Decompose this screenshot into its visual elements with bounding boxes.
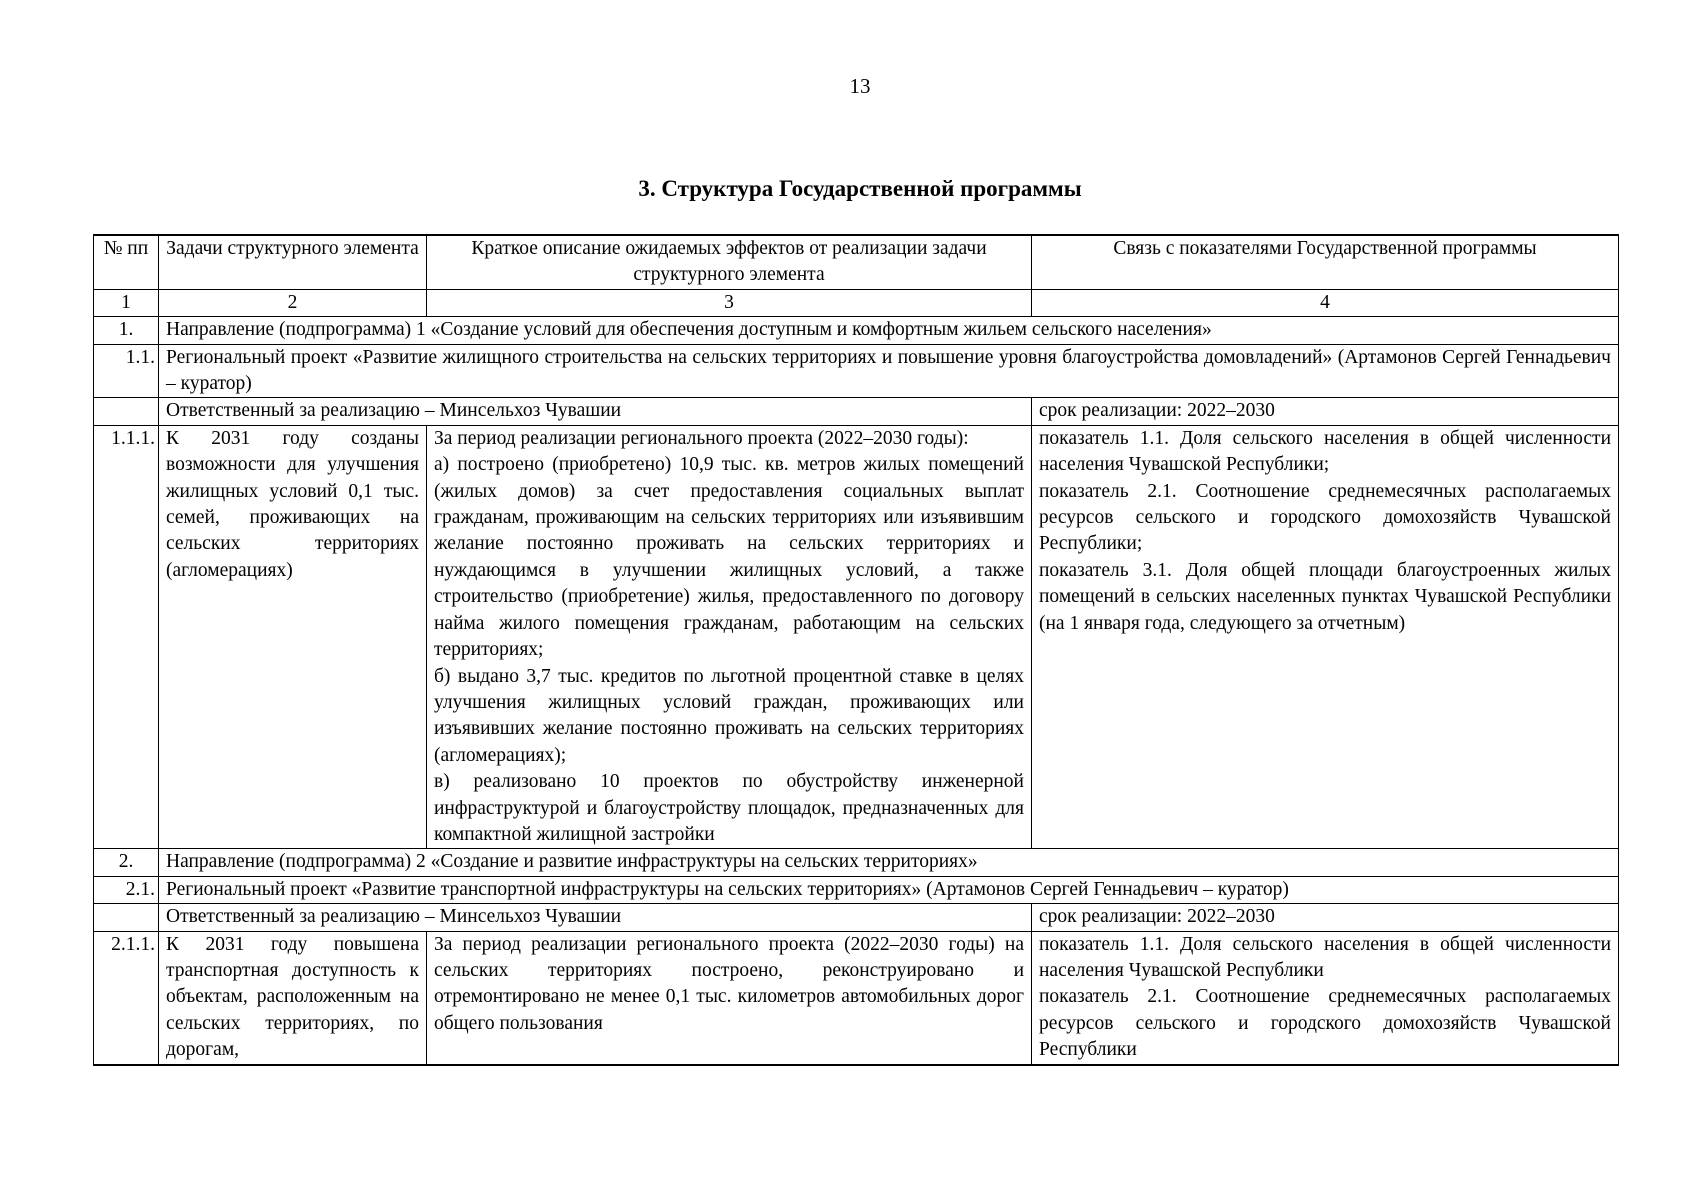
term-text: срок реализации: 2022–2030 xyxy=(1032,398,1619,425)
row-number: 2.1.1. xyxy=(94,931,159,1065)
project-title: Региональный проект «Развитие транспортной инфраструктуры на сельских территориях» (Артамонов Сергей Геннадьевич – куратор) xyxy=(159,876,1619,903)
section-title: Направление (подпрограмма) 1 «Создание условий для обеспечения доступным и комфортным жильем сельского населения» xyxy=(159,317,1619,344)
indicator-paragraph: показатель 2.1. Соотношение среднемесячных располагаемых ресурсов сельского и городского домохозяйств Чувашской Республики; xyxy=(1039,480,1611,555)
effects-text xyxy=(427,425,1032,849)
indicator-paragraph: показатель 1.1. Доля сельского населения в общей численности населения Чувашской Республики xyxy=(1039,933,1611,981)
responsible-row xyxy=(94,398,1619,425)
indicator-paragraph: показатель 2.1. Соотношение среднемесячных располагаемых ресурсов сельского и городского домохозяйств Чувашской Республики xyxy=(1039,986,1611,1061)
task-row xyxy=(94,931,1619,1065)
row-number: 1. xyxy=(94,317,159,344)
row-number: 1.1. xyxy=(94,344,159,398)
col-number: 2 xyxy=(159,289,427,316)
task-text: К 2031 году повышена транспортная доступность к объектам, расположенным на сельских территориях, по дорогам, xyxy=(159,931,427,1065)
page-title: 3. Структура Государственной программы xyxy=(638,176,1082,201)
section-row xyxy=(94,849,1619,876)
column-numbers-row xyxy=(94,289,1619,316)
page-number: 13 xyxy=(849,74,871,98)
effects-text xyxy=(427,931,1032,1065)
section-row xyxy=(94,317,1619,344)
project-title: Региональный проект «Развитие жилищного строительства на сельских территориях и повышение уровня благоустройства домовладений» (Артамонов Сергей Геннадьевич – куратор) xyxy=(159,344,1619,398)
effect-paragraph: в) реализовано 10 проектов по обустройству инженерной инфраструктурой и благоустройству площадок, предназначенных для компактной жилищной застройки xyxy=(434,771,1024,845)
term-text: срок реализации: 2022–2030 xyxy=(1032,904,1619,931)
project-row xyxy=(94,876,1619,903)
task-text: К 2031 году созданы возможности для улучшения жилищных условий 0,1 тыс. семей, проживающих на сельских территориях (агломерациях) xyxy=(159,425,427,849)
row-number xyxy=(94,398,159,425)
col-number: 1 xyxy=(94,289,159,316)
table-header-row xyxy=(94,235,1619,289)
responsible-text: Ответственный за реализацию – Минсельхоз Чувашии xyxy=(159,398,1032,425)
indicators-text xyxy=(1032,931,1619,1065)
responsible-text: Ответственный за реализацию – Минсельхоз Чувашии xyxy=(159,904,1032,931)
col-number: 4 xyxy=(1032,289,1619,316)
task-row xyxy=(94,425,1619,849)
row-number: 2. xyxy=(94,849,159,876)
col-number: 3 xyxy=(427,289,1032,316)
responsible-row xyxy=(94,904,1619,931)
indicator-paragraph: показатель 1.1. Доля сельского населения в общей численности населения Чувашской Республики; xyxy=(1039,427,1611,476)
section-title: Направление (подпрограмма) 2 «Создание и развитие инфраструктуры на сельских территориях» xyxy=(159,849,1619,876)
effect-paragraph: б) выдано 3,7 тыс. кредитов по льготной процентной ставке в целях улучшения жилищных условий граждан, проживающих или изъявивших желание постоянно проживать на сельских территориях (агломерациях); xyxy=(434,665,1024,766)
effect-paragraph: а) построено (приобретено) 10,9 тыс. кв. метров жилых помещений (жилых домов) за счет предоставления социальных выплат гражданам, проживающим на сельских территориях или изъявившим желание постоянно проживать на сельских территориях и нуждающимся в улучшении жилищных условий, а также строительство (приобретение) жилья, предоставленного по договору найма жилого помещения гражданам, работающим на сельских территориях; xyxy=(434,454,1024,661)
header-num: № пп xyxy=(94,235,159,289)
indicator-paragraph: показатель 3.1. Доля общей площади благоустроенных жилых помещений в сельских населенных пунктах Чувашской Республики (на 1 января года, следующего за отчетным) xyxy=(1039,559,1611,634)
effect-paragraph: За период реализации регионального проекта (2022–2030 годы) на сельских территориях построено, реконструировано и отремонтировано не менее 0,1 тыс. километров автомобильных дорог общего пользования xyxy=(434,933,1024,1034)
header-tasks: Задачи структурного элемента xyxy=(159,235,427,289)
header-effects: Краткое описание ожидаемых эффектов от реализации задачи структурного элемента xyxy=(427,235,1032,289)
row-number: 1.1.1. xyxy=(94,425,159,849)
program-structure-table xyxy=(93,234,1619,1066)
effect-paragraph: За период реализации регионального проекта (2022–2030 годы): xyxy=(434,427,969,449)
row-number: 2.1. xyxy=(94,876,159,903)
project-row xyxy=(94,344,1619,398)
header-indicators: Связь с показателями Государственной программы xyxy=(1032,235,1619,289)
indicators-text xyxy=(1032,425,1619,849)
row-number xyxy=(94,904,159,931)
